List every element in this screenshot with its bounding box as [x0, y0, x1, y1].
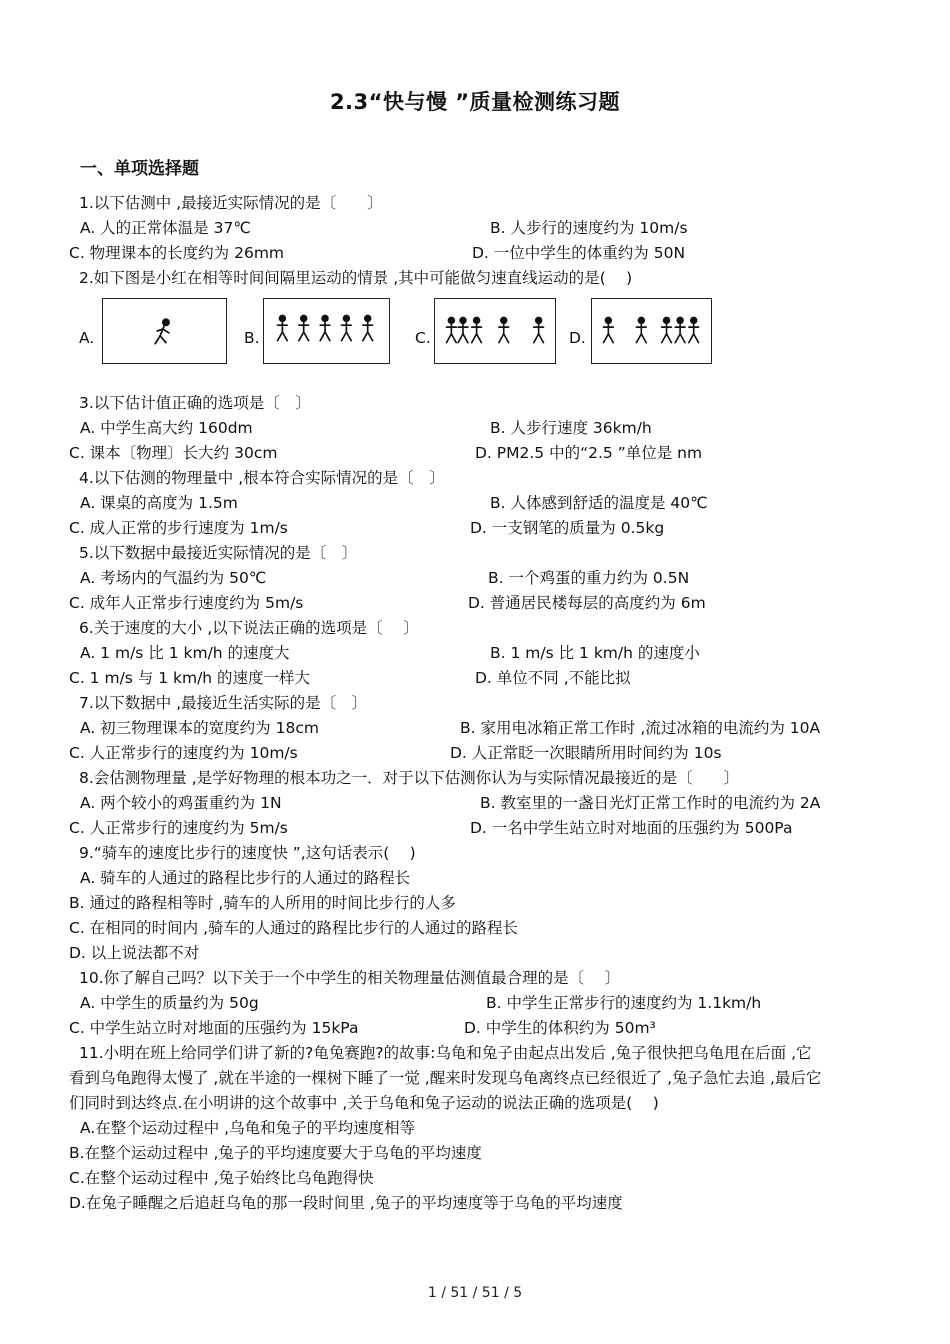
- question-11-stem-line-1: 11.小明在班上给同学们讲了新的?龟兔赛跑?的故事:乌龟和兔子由起点出发后 ,兔子很快把乌龟甩在后面 ,它: [79, 1044, 812, 1062]
- question-4-option-c: C. 成人正常的步行速度为 1m/s: [69, 519, 288, 537]
- question-6-stem: 6.关于速度的大小 ,以下说法正确的选项是〔 〕: [79, 619, 419, 637]
- question-3-option-c: C. 课本〔物理〕长大约 30cm: [69, 444, 278, 462]
- question-11-option-b: B.在整个运动过程中 ,兔子的平均速度要大于乌龟的平均速度: [69, 1144, 482, 1162]
- question-7-stem: 7.以下数据中 ,最接近生活实际的是〔 〕: [79, 694, 368, 712]
- question-9-option-c: C. 在相同的时间内 ,骑车的人通过的路程比步行的人通过的路程长: [69, 919, 519, 937]
- figure-c-drawing: [435, 299, 555, 363]
- question-11-stem-line-2: 看到乌龟跑得太慢了 ,就在半途的一棵树下睡了一觉 ,醒来时发现乌龟离终点已经很近了 ,兔子急忙去追 ,最后它: [69, 1069, 822, 1087]
- question-5-option-b: B. 一个鸡蛋的重力约为 0.5N: [488, 569, 690, 587]
- question-4-option-a: A. 课桌的高度为 1.5m: [80, 494, 238, 512]
- question-11-option-d: D.在兔子睡醒之后追赶乌龟的那一段时间里 ,兔子的平均速度等于乌龟的平均速度: [69, 1194, 623, 1212]
- question-8-option-a: A. 两个较小的鸡蛋重约为 1N: [80, 794, 282, 812]
- question-9-option-a: A. 骑车的人通过的路程比步行的人通过的路程长: [80, 869, 411, 887]
- question-3-option-d: D. PM2.5 中的“2.5 ”单位是 nm: [475, 444, 703, 462]
- question-3-option-b: B. 人步行速度 36km/h: [490, 419, 652, 437]
- question-9-option-d: D. 以上说法都不对: [69, 944, 200, 962]
- document-title: 2.3“快与慢 ”质量检测练习题: [329, 90, 621, 114]
- figure-c-label: C.: [415, 329, 431, 347]
- walking-figures-icon: [278, 315, 373, 340]
- question-4-option-b: B. 人体感到舒适的温度是 40℃: [490, 494, 708, 512]
- question-6-option-c: C. 1 m/s 与 1 km/h 的速度一样大: [69, 669, 311, 687]
- figure-a-drawing: [103, 299, 226, 363]
- question-7-option-a: A. 初三物理课本的宽度约为 18cm: [80, 719, 319, 737]
- question-11-option-c: C.在整个运动过程中 ,兔子始终比乌龟跑得快: [69, 1169, 374, 1187]
- question-10-option-b: B. 中学生正常步行的速度约为 1.1km/h: [486, 994, 762, 1012]
- question-1-option-b: B. 人步行的速度约为 10m/s: [490, 219, 688, 237]
- question-4-stem: 4.以下估测的物理量中 ,根本符合实际情况的是〔 〕: [79, 469, 445, 487]
- question-1-option-d: D. 一位中学生的体重约为 50N: [472, 244, 686, 262]
- question-3-option-a: A. 中学生高大约 160dm: [80, 419, 253, 437]
- section-heading: 一、单项选择题: [80, 159, 199, 179]
- question-4-option-d: D. 一支钢笔的质量为 0.5kg: [470, 519, 665, 537]
- question-9-stem: 9.“骑车的速度比步行的速度快 ”,这句话表示( ): [79, 844, 416, 862]
- figure-b-label: B.: [244, 329, 260, 347]
- question-9-option-b: B. 通过的路程相等时 ,骑车的人所用的时间比步行的人多: [69, 894, 456, 912]
- walking-figures-icon: [604, 317, 699, 342]
- running-figure-icon: [155, 319, 169, 343]
- figure-d-drawing: [592, 299, 711, 363]
- figure-d-label: D.: [569, 329, 586, 347]
- walking-figures-icon: [447, 317, 544, 342]
- question-5-option-a: A. 考场内的气温约为 50℃: [80, 569, 267, 587]
- question-11-stem-line-3: 们同时到达终点.在小明讲的这个故事中 ,关于乌龟和兔子运动的说法正确的选项是( ): [69, 1094, 659, 1112]
- figure-b-drawing: [264, 299, 389, 363]
- question-8-option-b: B. 教室里的一盏日光灯正常工作时的电流约为 2A: [480, 794, 821, 812]
- question-5-option-d: D. 普通居民楼每层的高度约为 6m: [468, 594, 706, 612]
- question-11-option-a: A.在整个运动过程中 ,乌龟和兔子的平均速度相等: [80, 1119, 416, 1137]
- question-6-option-b: B. 1 m/s 比 1 km/h 的速度小: [490, 644, 700, 662]
- figure-c: [434, 298, 556, 364]
- question-8-stem: 8.会估测物理量 ,是学好物理的根本功之一．对于以下估测你认为与实际情况最接近的是〔 〕: [79, 769, 740, 787]
- question-1-option-a: A. 人的正常体温是 37℃: [80, 219, 251, 237]
- question-5-stem: 5.以下数据中最接近实际情况的是〔 〕: [79, 544, 358, 562]
- page-number-footer: 1 / 51 / 51 / 5: [427, 1285, 523, 1301]
- question-8-option-d: D. 一名中学生站立时对地面的压强约为 500Pa: [470, 819, 793, 837]
- question-8-option-c: C. 人正常步行的速度约为 5m/s: [69, 819, 288, 837]
- question-5-option-c: C. 成年人正常步行速度约为 5m/s: [69, 594, 304, 612]
- question-1-stem: 1.以下估测中 ,最接近实际情况的是〔 〕: [79, 194, 383, 212]
- question-7-option-d: D. 人正常眨一次眼睛所用时间约为 10s: [450, 744, 722, 762]
- figure-b: [263, 298, 390, 364]
- figure-a: [102, 298, 227, 364]
- figure-a-label: A.: [79, 329, 95, 347]
- question-7-option-b: B. 家用电冰箱正常工作时 ,流过冰箱的电流约为 10A: [460, 719, 821, 737]
- question-1-option-c: C. 物理课本的长度约为 26mm: [69, 244, 285, 262]
- question-2-stem: 2.如下图是小红在相等时间间隔里运动的情景 ,其中可能做匀速直线运动的是( ): [79, 269, 633, 287]
- question-10-stem: 10.你了解自己吗？以下关于一个中学生的相关物理量估测值最合理的是〔 〕: [79, 969, 621, 987]
- question-10-option-a: A. 中学生的质量约为 50g: [80, 994, 259, 1012]
- question-6-option-d: D. 单位不同 ,不能比拟: [475, 669, 631, 687]
- question-3-stem: 3.以下估计值正确的选项是〔 〕: [79, 394, 311, 412]
- question-6-option-a: A. 1 m/s 比 1 km/h 的速度大: [80, 644, 290, 662]
- question-10-option-d: D. 中学生的体积约为 50m³: [464, 1019, 656, 1037]
- figure-d: [591, 298, 712, 364]
- question-10-option-c: C. 中学生站立时对地面的压强约为 15kPa: [69, 1019, 359, 1037]
- question-7-option-c: C. 人正常步行的速度约为 10m/s: [69, 744, 298, 762]
